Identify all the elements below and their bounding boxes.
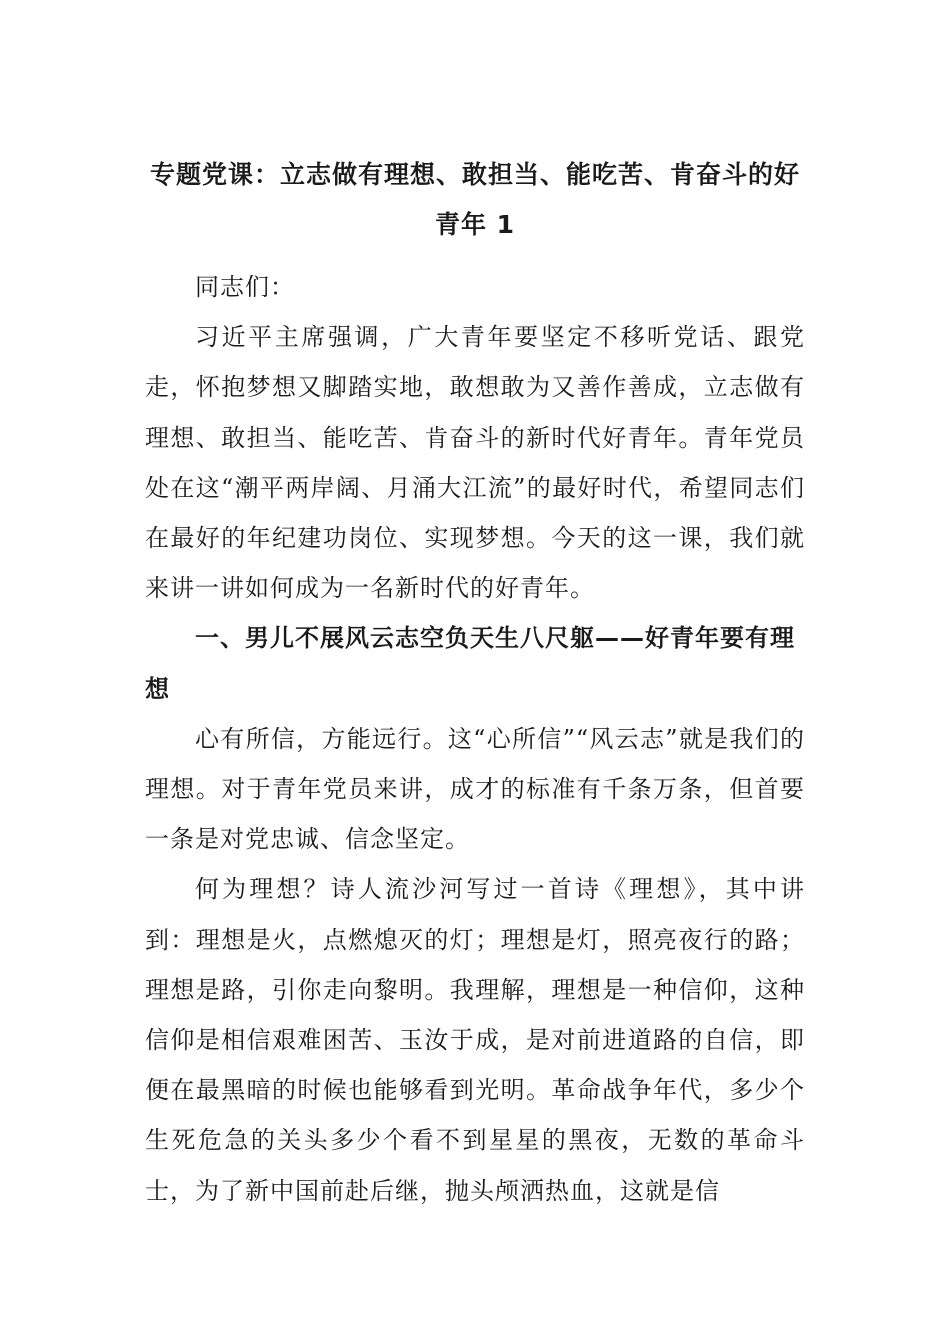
- section1-paragraph-2: 何为理想？诗人流沙河写过一首诗《理想》，其中讲到：理想是火，点燃熄灭的灯；理想是灯，照亮夜行的路；理想是路，引你走向黎明。我理解，理想是一种信仰，这种信仰是相信艰难困苦、玉汝于成，是对前进道路的自信，即便在最黑暗的时候也能够看到光明。革命战争年代，多少个生死危急的关头多少个看不到星星的黑夜，无数的革命斗士，为了新中国前赴后继，抛头颅洒热血，这就是信: [145, 875, 805, 1205]
- intro-paragraph: 习近平主席强调，广大青年要坚定不移听党话、跟党走，怀抱梦想又脚踏实地，敢想敢为又善作善成，立志做有理想、敢担当、能吃苦、肯奋斗的新时代好青年。青年党员处在这“潮平两岸阔、月涌大江流”的最好时代，希望同志们在最好的年纪建功岗位、实现梦想。今天的这一课，我们就来讲一讲如何成为一名新时代的好青年。: [145, 323, 805, 603]
- greeting: 同志们：: [195, 273, 295, 301]
- document-page: [145, 150, 805, 1216]
- section1-paragraph-1: 心有所信，方能远行。这“心所信”“风云志”就是我们的理想。对于青年党员来讲，成才的标准有千条万条，但首要一条是对党忠诚、信念坚定。: [145, 724, 805, 854]
- section-heading-1: 一、男儿不展风云志空负天生八尺躯——好青年要有理想: [145, 624, 795, 703]
- document-title: 专题党课：立志做有理想、敢担当、能吃苦、肯奋斗的好青年 1: [149, 160, 800, 239]
